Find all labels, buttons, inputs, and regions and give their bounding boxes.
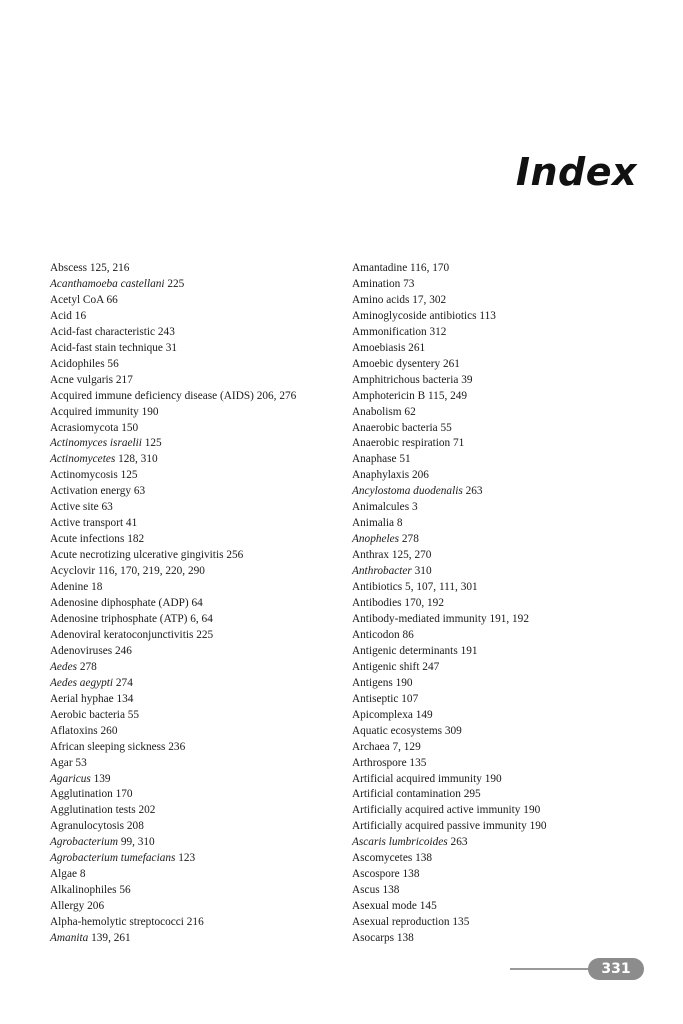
index-pages: 73: [403, 277, 415, 290]
index-pages: 8: [396, 517, 403, 530]
index-term: Acute necrotizing ulcerative gingivitis: [50, 549, 224, 562]
index-term: Animalcules: [352, 501, 410, 514]
index-pages: 107: [401, 692, 419, 705]
index-term: Acquired immunity: [50, 405, 139, 418]
index-entry: [50, 468, 296, 484]
index-term: Acquired immune deficiency disease (AIDS): [50, 389, 254, 402]
index-pages: 206: [87, 900, 105, 913]
page-title: Index: [515, 150, 637, 195]
index-entry: [352, 341, 547, 357]
index-term: Acanthamoeba castellani: [50, 277, 165, 290]
index-pages: 116, 170: [410, 262, 450, 274]
index-entry: [352, 596, 547, 612]
index-entry: [352, 277, 547, 293]
index-entry: [352, 851, 547, 867]
index-pages: 17, 302: [412, 293, 447, 306]
index-pages: 247: [422, 660, 440, 673]
index-term: Abscess: [50, 262, 88, 274]
index-term: Antigenic determinants: [352, 644, 458, 657]
index-term: Anaerobic respiration: [352, 437, 451, 450]
index-term: Amoebic dysentery: [352, 357, 441, 370]
index-entry: [352, 580, 547, 596]
index-entry: [50, 532, 296, 548]
index-term: Actinomycetes: [50, 453, 116, 466]
index-entry: [50, 325, 296, 341]
index-pages: 256: [226, 549, 244, 562]
index-entry: [50, 819, 296, 835]
index-entry: [352, 389, 547, 405]
index-term: Aedes: [50, 660, 77, 673]
index-pages: 216: [186, 916, 204, 929]
index-entry: [50, 357, 296, 373]
index-pages: 113: [479, 309, 496, 322]
index-entry: [352, 325, 547, 341]
index-entry: [50, 772, 296, 788]
index-pages: 208: [126, 820, 144, 833]
index-entry: [352, 421, 547, 437]
index-entry: [352, 309, 547, 325]
index-pages: 170, 192: [404, 597, 444, 610]
index-entry: [50, 612, 296, 628]
index-entry: [352, 899, 547, 915]
index-pages: 55: [440, 421, 452, 434]
index-entry: [352, 644, 547, 660]
index-pages: 138: [415, 852, 433, 865]
index-pages: 260: [100, 724, 118, 737]
index-pages: 115, 249: [427, 389, 468, 402]
index-entry: [50, 261, 296, 277]
index-term: Allergy: [50, 900, 85, 913]
index-term: Anthrax: [352, 549, 390, 562]
index-pages: 149: [415, 708, 433, 721]
index-pages: 64: [191, 597, 203, 610]
index-entry: [352, 740, 547, 756]
index-pages: 139: [93, 772, 111, 785]
index-entry: [352, 548, 547, 564]
index-term: Agglutination tests: [50, 804, 136, 817]
index-term: Adenosine diphosphate (ADP): [50, 597, 189, 610]
index-pages: 295: [463, 788, 481, 801]
index-pages: 190: [484, 772, 502, 785]
index-pages: 16: [74, 309, 87, 322]
index-term: Apicomplexa: [352, 708, 413, 721]
index-term: Artificially acquired active immunity: [352, 804, 521, 817]
index-pages: 55: [127, 708, 140, 721]
index-pages: 8: [79, 868, 86, 881]
index-entry: [352, 787, 547, 803]
index-term: Adenosine triphosphate (ATP): [50, 612, 188, 625]
index-pages: 191, 192: [489, 612, 529, 625]
index-term: Agrobacterium tumefacians: [50, 852, 176, 865]
index-term: Aerobic bacteria: [50, 708, 125, 721]
index-entry: [352, 516, 547, 532]
index-pages: 278: [401, 533, 419, 546]
index-term: Agglutination: [50, 788, 113, 801]
index-entry: [50, 452, 296, 468]
index-entry: [352, 293, 547, 309]
index-term: Archaea: [352, 740, 390, 753]
index-pages: 246: [114, 644, 132, 657]
index-term: Acute infections: [50, 533, 125, 546]
index-term: Ascospore: [352, 868, 400, 881]
index-pages: 71: [453, 437, 465, 450]
index-pages: 135: [409, 756, 427, 769]
index-entry: [50, 867, 296, 883]
index-pages: 138: [382, 884, 400, 897]
index-term: Artificially acquired passive immunity: [352, 820, 527, 833]
index-term: African sleeping sickness: [50, 740, 166, 753]
index-term: Anaphase: [352, 453, 397, 466]
index-term: Anaerobic bacteria: [352, 421, 438, 434]
index-term: Antigenic shift: [352, 660, 420, 673]
index-entry: [50, 660, 296, 676]
index-pages: 134: [116, 692, 134, 705]
index-pages: 261: [408, 341, 426, 354]
index-entry: [352, 676, 547, 692]
index-entry: [50, 787, 296, 803]
index-term: Acidophiles: [50, 357, 105, 370]
index-entry: [50, 692, 296, 708]
index-entry: [352, 405, 547, 421]
index-pages: 202: [138, 804, 156, 817]
index-entry: [50, 851, 296, 867]
index-entry: [352, 628, 547, 644]
index-entry: [50, 676, 296, 692]
page-number-tab: [510, 958, 638, 980]
index-term: Antibodies: [352, 597, 402, 610]
index-pages: 3: [411, 501, 418, 514]
index-term: Asexual mode: [352, 900, 417, 913]
index-entry: [352, 612, 547, 628]
index-entry: [352, 660, 547, 676]
index-entry: [352, 357, 547, 373]
index-entry: [50, 341, 296, 357]
index-entry: [50, 500, 296, 516]
index-entry: [352, 724, 547, 740]
index-pages: 56: [119, 884, 131, 897]
index-pages: 39: [461, 373, 473, 386]
index-pages: 243: [157, 325, 175, 338]
index-pages: 225: [167, 277, 185, 290]
index-term: Anthrobacter: [352, 565, 412, 578]
index-term: Adenoviral keratoconjunctivitis: [50, 628, 194, 641]
index-term: Acid: [50, 309, 72, 322]
index-entry: [50, 277, 296, 293]
index-pages: 128, 310: [118, 453, 158, 466]
index-term: Adenine: [50, 581, 89, 594]
index-term: Antibiotics: [352, 581, 403, 594]
index-entry: [352, 500, 547, 516]
index-entry: [352, 803, 547, 819]
index-pages: 125: [120, 469, 138, 482]
index-term: Amphotericin B: [352, 389, 426, 402]
index-pages: 123: [178, 852, 196, 865]
index-entry: [352, 373, 547, 389]
index-term: Amantadine: [352, 262, 408, 274]
index-term: Acrasiomycota: [50, 421, 119, 434]
index-term: Aquatic ecosystems: [352, 724, 443, 737]
index-term: Ammonification: [352, 325, 427, 338]
index-term: Active transport: [50, 517, 124, 530]
index-entry: [50, 564, 296, 580]
index-column-left: [50, 261, 296, 947]
index-pages: 191: [460, 644, 478, 657]
index-pages: 66: [106, 293, 118, 306]
index-entry: [352, 452, 547, 468]
index-pages: 190: [529, 820, 547, 833]
index-pages: 263: [465, 485, 483, 498]
index-term: Adenoviruses: [50, 644, 113, 657]
index-term: Alkalinophiles: [50, 884, 117, 897]
index-pages: 274: [115, 676, 133, 689]
index-entry: [50, 931, 296, 947]
index-term: Actinomyces israelii: [50, 437, 142, 450]
index-pages: 135: [452, 916, 470, 929]
index-pages: 56: [107, 357, 119, 370]
index-entry: [50, 883, 296, 899]
index-entry: [352, 883, 547, 899]
index-pages: 18: [91, 581, 103, 594]
index-pages: 41: [125, 517, 138, 530]
index-term: Amino acids: [352, 293, 410, 306]
index-term: Antigens: [352, 676, 393, 689]
index-entry: [50, 373, 296, 389]
index-term: Acne vulgaris: [50, 373, 114, 386]
index-pages: 145: [419, 900, 437, 913]
index-entry: [50, 484, 296, 500]
index-entry: [50, 389, 296, 405]
index-pages: 310: [414, 565, 432, 578]
index-term: Ascus: [352, 884, 380, 897]
index-term: Aedes aegypti: [50, 676, 114, 689]
index-pages: 86: [402, 628, 414, 641]
index-pages: 116, 170, 219, 220, 290: [98, 565, 205, 578]
index-pages: 125, 270: [391, 549, 432, 562]
index-term: Antiseptic: [352, 692, 399, 705]
index-term: Arthrospore: [352, 756, 407, 769]
index-pages: 138: [396, 932, 414, 945]
index-term: Animalia: [352, 517, 395, 530]
index-pages: 7, 129: [392, 740, 421, 753]
index-pages: 138: [402, 868, 420, 881]
index-term: Activation energy: [50, 485, 132, 498]
index-pages: 170: [115, 788, 133, 801]
index-entry: [50, 724, 296, 740]
index-term: Acetyl CoA: [50, 293, 104, 306]
index-pages: 63: [101, 501, 113, 514]
index-pages: 99, 310: [120, 836, 155, 849]
index-entry: [50, 915, 296, 931]
index-term: Agaricus: [50, 772, 91, 785]
index-pages: 217: [115, 373, 133, 386]
index-pages: 261: [442, 357, 460, 370]
footer-rule: [510, 968, 590, 970]
index-pages: 139, 261: [91, 932, 131, 945]
index-pages: 182: [127, 533, 145, 546]
index-entry: [352, 436, 547, 452]
index-term: Artificial acquired immunity: [352, 772, 482, 785]
index-entry: [50, 835, 296, 851]
index-entry: [352, 468, 547, 484]
index-entry: [50, 899, 296, 915]
index-entry: [352, 261, 547, 277]
index-pages: 5, 107, 111, 301: [405, 581, 478, 594]
index-term: Asocarps: [352, 932, 395, 945]
index-term: Ascaris lumbricoides: [352, 836, 448, 849]
index-entry: [352, 819, 547, 835]
index-term: Aerial hyphae: [50, 692, 114, 705]
index-pages: 31: [165, 341, 178, 354]
index-pages: 278: [79, 660, 97, 673]
index-entry: [352, 915, 547, 931]
index-pages: 206, 276: [256, 389, 297, 402]
index-pages: 6, 64: [190, 612, 213, 625]
index-term: Aflatoxins: [50, 724, 98, 737]
index-term: Anticodon: [352, 628, 400, 641]
index-term: Acid-fast characteristic: [50, 325, 156, 338]
index-entry: [352, 484, 547, 500]
index-entry: [352, 532, 547, 548]
index-entry: [352, 564, 547, 580]
index-entry: [50, 580, 296, 596]
index-pages: 62: [404, 405, 416, 418]
index-term: Alpha-hemolytic streptococci: [50, 916, 184, 929]
index-term: Anopheles: [352, 533, 400, 546]
index-term: Agranulocytosis: [50, 820, 125, 833]
index-term: Ascomycetes: [352, 852, 413, 865]
index-pages: 63: [133, 485, 146, 498]
index-term: Acyclovir: [50, 565, 96, 578]
index-entry: [50, 421, 296, 437]
index-term: Agrobacterium: [50, 836, 118, 849]
index-term: Asexual reproduction: [352, 916, 450, 929]
index-entry: [50, 548, 296, 564]
index-pages: 312: [429, 325, 447, 338]
index-column-right: [352, 261, 547, 947]
index-term: Acid-fast stain technique: [50, 341, 163, 354]
index-pages: 125, 216: [89, 262, 130, 274]
index-pages: 309: [444, 724, 462, 737]
index-entry: [50, 309, 296, 325]
index-entry: [50, 516, 296, 532]
index-entry: [50, 644, 296, 660]
index-pages: 190: [523, 804, 541, 817]
index-pages: 150: [121, 421, 139, 434]
index-term: Actinomycosis: [50, 469, 118, 482]
index-entry: [50, 756, 296, 772]
index-term: Amination: [352, 277, 401, 290]
index-term: Amanita: [50, 932, 89, 945]
index-entry: [50, 740, 296, 756]
index-pages: 51: [399, 453, 411, 466]
index-pages: 206: [411, 469, 429, 482]
index-term: Anaphylaxis: [352, 469, 410, 482]
page-number: 331: [588, 958, 644, 980]
index-entry: [50, 628, 296, 644]
index-term: Artificial contamination: [352, 788, 461, 801]
index-term: Agar: [50, 756, 73, 769]
index-entry: [50, 803, 296, 819]
index-entry: [50, 293, 296, 309]
index-term: Amoebiasis: [352, 341, 406, 354]
index-entry: [352, 708, 547, 724]
index-term: Aminoglycoside antibiotics: [352, 309, 477, 322]
index-entry: [352, 692, 547, 708]
index-term: Ancylostoma duodenalis: [352, 485, 463, 498]
index-pages: 236: [168, 740, 186, 753]
index-pages: 125: [144, 437, 162, 450]
index-pages: 225: [196, 628, 214, 641]
index-entry: [50, 596, 296, 612]
index-term: Amphitrichous bacteria: [352, 373, 459, 386]
index-pages: 263: [450, 836, 468, 849]
index-entry: [50, 708, 296, 724]
index-pages: 190: [141, 405, 159, 418]
index-term: Antibody-mediated immunity: [352, 612, 487, 625]
index-term: Anabolism: [352, 405, 402, 418]
index-entry: [352, 756, 547, 772]
index-entry: [352, 931, 547, 947]
index-entry: [352, 867, 547, 883]
index-entry: [50, 405, 296, 421]
index-entry: [352, 835, 547, 851]
index-entry: [352, 772, 547, 788]
index-term: Algae: [50, 868, 77, 881]
index-pages: 53: [75, 756, 87, 769]
index-term: Active site: [50, 501, 99, 514]
index-pages: 190: [395, 676, 413, 689]
index-entry: [50, 436, 296, 452]
